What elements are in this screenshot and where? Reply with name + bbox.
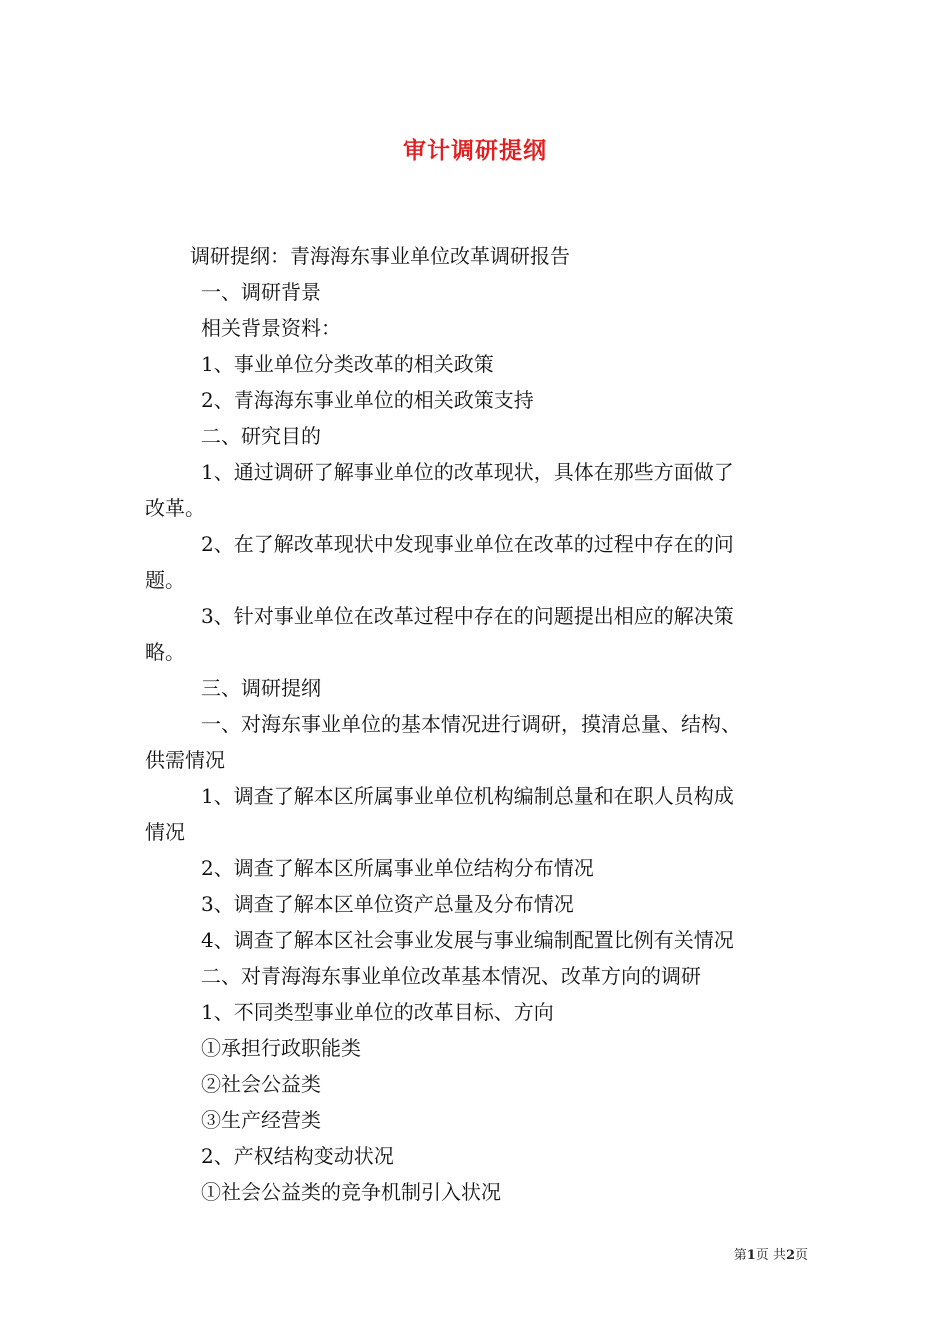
paragraph-line: 3、调查了解本区单位资产总量及分布情况	[201, 892, 574, 916]
paragraph-line: ②社会公益类	[201, 1072, 321, 1096]
paragraph-line: 1、通过调研了解事业单位的改革现状，具体在那些方面做了	[201, 460, 734, 484]
paragraph-line: 2、在了解改革现状中发现事业单位在改革的过程中存在的问	[201, 532, 734, 556]
footer-current-page: 1	[746, 1248, 756, 1263]
footer-total-pages: 2	[785, 1248, 795, 1263]
paragraph-line: 1、不同类型事业单位的改革目标、方向	[201, 1000, 554, 1024]
paragraph-line: 相关背景资料：	[201, 316, 341, 340]
paragraph-line: ①社会公益类的竞争机制引入状况	[201, 1180, 501, 1204]
paragraph-line: 三、调研提纲	[201, 676, 321, 700]
document-body	[145, 238, 808, 1210]
paragraph-line: 1、调查了解本区所属事业单位机构编制总量和在职人员构成	[201, 784, 734, 808]
paragraph-line: 改革。	[145, 496, 205, 520]
footer-middle: 页 共	[755, 1248, 786, 1263]
paragraph-line: 4、调查了解本区社会事业发展与事业编制配置比例有关情况	[201, 928, 734, 952]
paragraph-line: ①承担行政职能类	[201, 1036, 361, 1060]
paragraph-line: 情况	[145, 820, 185, 844]
paragraph-line: 供需情况	[145, 748, 225, 772]
paragraph-line: 二、对青海海东事业单位改革基本情况、改革方向的调研	[201, 964, 701, 988]
paragraph-line: 调研提纲：青海海东事业单位改革调研报告	[190, 244, 570, 268]
paragraph-line: 2、调查了解本区所属事业单位结构分布情况	[201, 856, 594, 880]
paragraph-line: 3、针对事业单位在改革过程中存在的问题提出相应的解决策	[201, 604, 734, 628]
page-number-footer	[700, 1248, 808, 1264]
document-title: 审计调研提纲	[403, 138, 547, 164]
paragraph-line: 2、产权结构变动状况	[201, 1144, 394, 1168]
paragraph-line: 一、调研背景	[201, 280, 321, 304]
paragraph-line: ③生产经营类	[201, 1108, 321, 1132]
paragraph-line: 略。	[145, 640, 185, 664]
footer-suffix: 页	[794, 1248, 808, 1263]
footer-prefix: 第	[733, 1248, 747, 1263]
paragraph-line: 题。	[145, 568, 185, 592]
paragraph-line: 1、事业单位分类改革的相关政策	[201, 352, 494, 376]
paragraph-line: 一、对海东事业单位的基本情况进行调研，摸清总量、结构、	[201, 712, 741, 736]
paragraph-line: 2、青海海东事业单位的相关政策支持	[201, 388, 534, 412]
paragraph-line: 二、研究目的	[201, 424, 321, 448]
